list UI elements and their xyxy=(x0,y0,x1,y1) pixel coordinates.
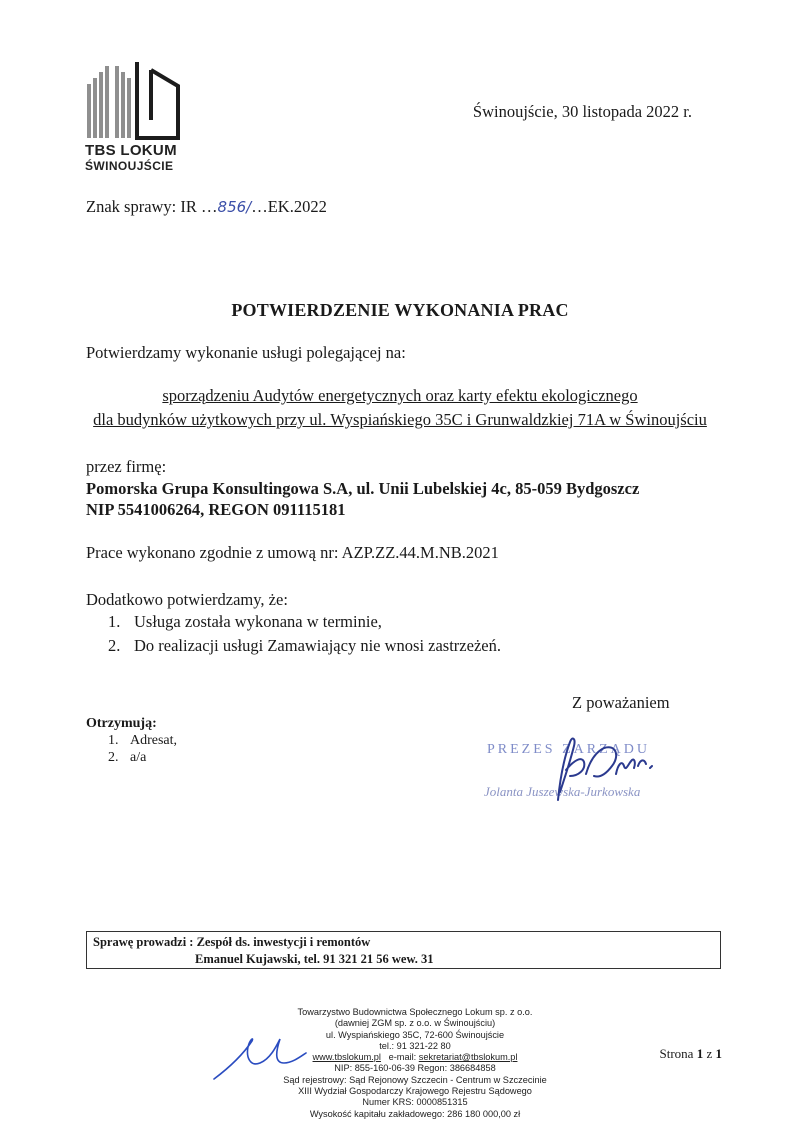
footer-line: Wysokość kapitału zakładowego: 286 180 000,00 zł xyxy=(309,1108,521,1119)
footer-line: XIII Wydział Gospodarczy Krajowego Rejestru Sądowego xyxy=(298,1086,532,1097)
contract-text: Prace wykonano zgodnie z umową nr: AZP.ZZ.44.M.NB.2021 xyxy=(86,543,499,562)
case-handler-team: Sprawę prowadzi : Zespół ds. inwestycji i remontów xyxy=(93,935,371,949)
footer-contact xyxy=(250,1052,580,1063)
page-sep: z xyxy=(706,1046,713,1061)
footer-line: tel.: 91 321-22 80 xyxy=(379,1040,451,1051)
recipient-text: Adresat, xyxy=(130,733,178,748)
company-name: Pomorska Grupa Konsultingowa S.A, ul. Unii Lubelskiej 4c, 85-059 Bydgoszcz xyxy=(86,479,640,498)
list-item xyxy=(108,733,177,749)
page-current: 1 xyxy=(696,1046,704,1061)
list-item-number: 2. xyxy=(108,636,121,655)
handwritten-signature xyxy=(520,730,680,815)
service-line-1: sporządzeniu Audytów energetycznych oraz karty efektu ekologicznego xyxy=(162,386,638,405)
page-number xyxy=(660,1046,722,1062)
case-handler-contact: Emanuel Kujawski, tel. 91 321 21 56 wew. 31 xyxy=(195,952,434,966)
case-reference xyxy=(86,197,327,217)
footer-line: Numer KRS: 0000851315 xyxy=(362,1097,468,1108)
list-item xyxy=(108,636,501,656)
reference-prefix: Znak sprawy: IR … xyxy=(86,197,218,216)
list-item xyxy=(108,612,382,632)
list-item-text: Do realizacji usługi Zamawiający nie wnosi zastrzeżeń. xyxy=(134,636,501,655)
document-title: POTWIERDZENIE WYKONANIA PRAC xyxy=(231,300,569,320)
service-line-2: dla budynków użytkowych przy ul. Wyspiańskiego 35C i Grunwaldzkiej 71A w Świnoujściu xyxy=(93,410,707,429)
list-item-text: Usługa została wykonana w terminie, xyxy=(134,612,382,631)
recipient-text: a/a xyxy=(130,750,147,765)
reference-handwritten-number: 856/ xyxy=(217,198,252,216)
recipients-title: Otrzymują: xyxy=(86,716,157,731)
footer-line: Sąd rejestrowy: Sąd Rejonowy Szczecin - Centrum w Szczecinie xyxy=(283,1074,547,1085)
stamp-name: Jolanta Juszewska-Jurkowska xyxy=(484,784,641,799)
document-date: Świnoujście, 30 listopada 2022 r. xyxy=(472,102,692,121)
footer-website-link[interactable]: www.tbslokum.pl xyxy=(312,1052,381,1063)
footer-line: NIP: 855-160-06-39 Regon: 386684858 xyxy=(334,1063,496,1074)
recipient-number: 2. xyxy=(108,750,119,765)
intro-text: Potwierdzamy wykonanie usługi polegającej na: xyxy=(86,343,406,362)
company-footer xyxy=(250,1007,580,1120)
page-label: Strona xyxy=(659,1046,694,1061)
page-total: 1 xyxy=(715,1046,722,1061)
list-item xyxy=(108,750,146,766)
additional-intro: Dodatkowo potwierdzamy, że: xyxy=(86,590,288,609)
list-item-number: 1. xyxy=(108,612,121,631)
company-logo xyxy=(85,60,205,147)
logo-line1: TBS LOKUM xyxy=(85,142,177,159)
logo-line2: ŚWINOUJŚCIE xyxy=(85,159,174,173)
footer-email-label: e-mail: xyxy=(388,1052,417,1063)
company-ids: NIP 5541006264, REGON 091115181 xyxy=(86,500,346,519)
company-label: przez firmę: xyxy=(86,457,167,476)
logo-building-icon xyxy=(85,60,185,142)
footer-line: ul. Wyspiańskiego 35C, 72-600 Świnoujście xyxy=(325,1029,505,1040)
reference-suffix: …EK.2022 xyxy=(251,197,327,216)
footer-line: Towarzystwo Budownictwa Społecznego Lokum sp. z o.o. xyxy=(297,1007,533,1017)
recipient-number: 1. xyxy=(108,733,119,748)
stamp-title: PREZES ZARZĄDU xyxy=(487,742,650,757)
closing-greeting: Z poważaniem xyxy=(572,693,670,712)
footer-line: (dawniej ZGM sp. z o.o. w Świnoujściu) xyxy=(334,1018,496,1029)
footer-email-link[interactable]: sekretariat@tbslokum.pl xyxy=(418,1052,518,1063)
